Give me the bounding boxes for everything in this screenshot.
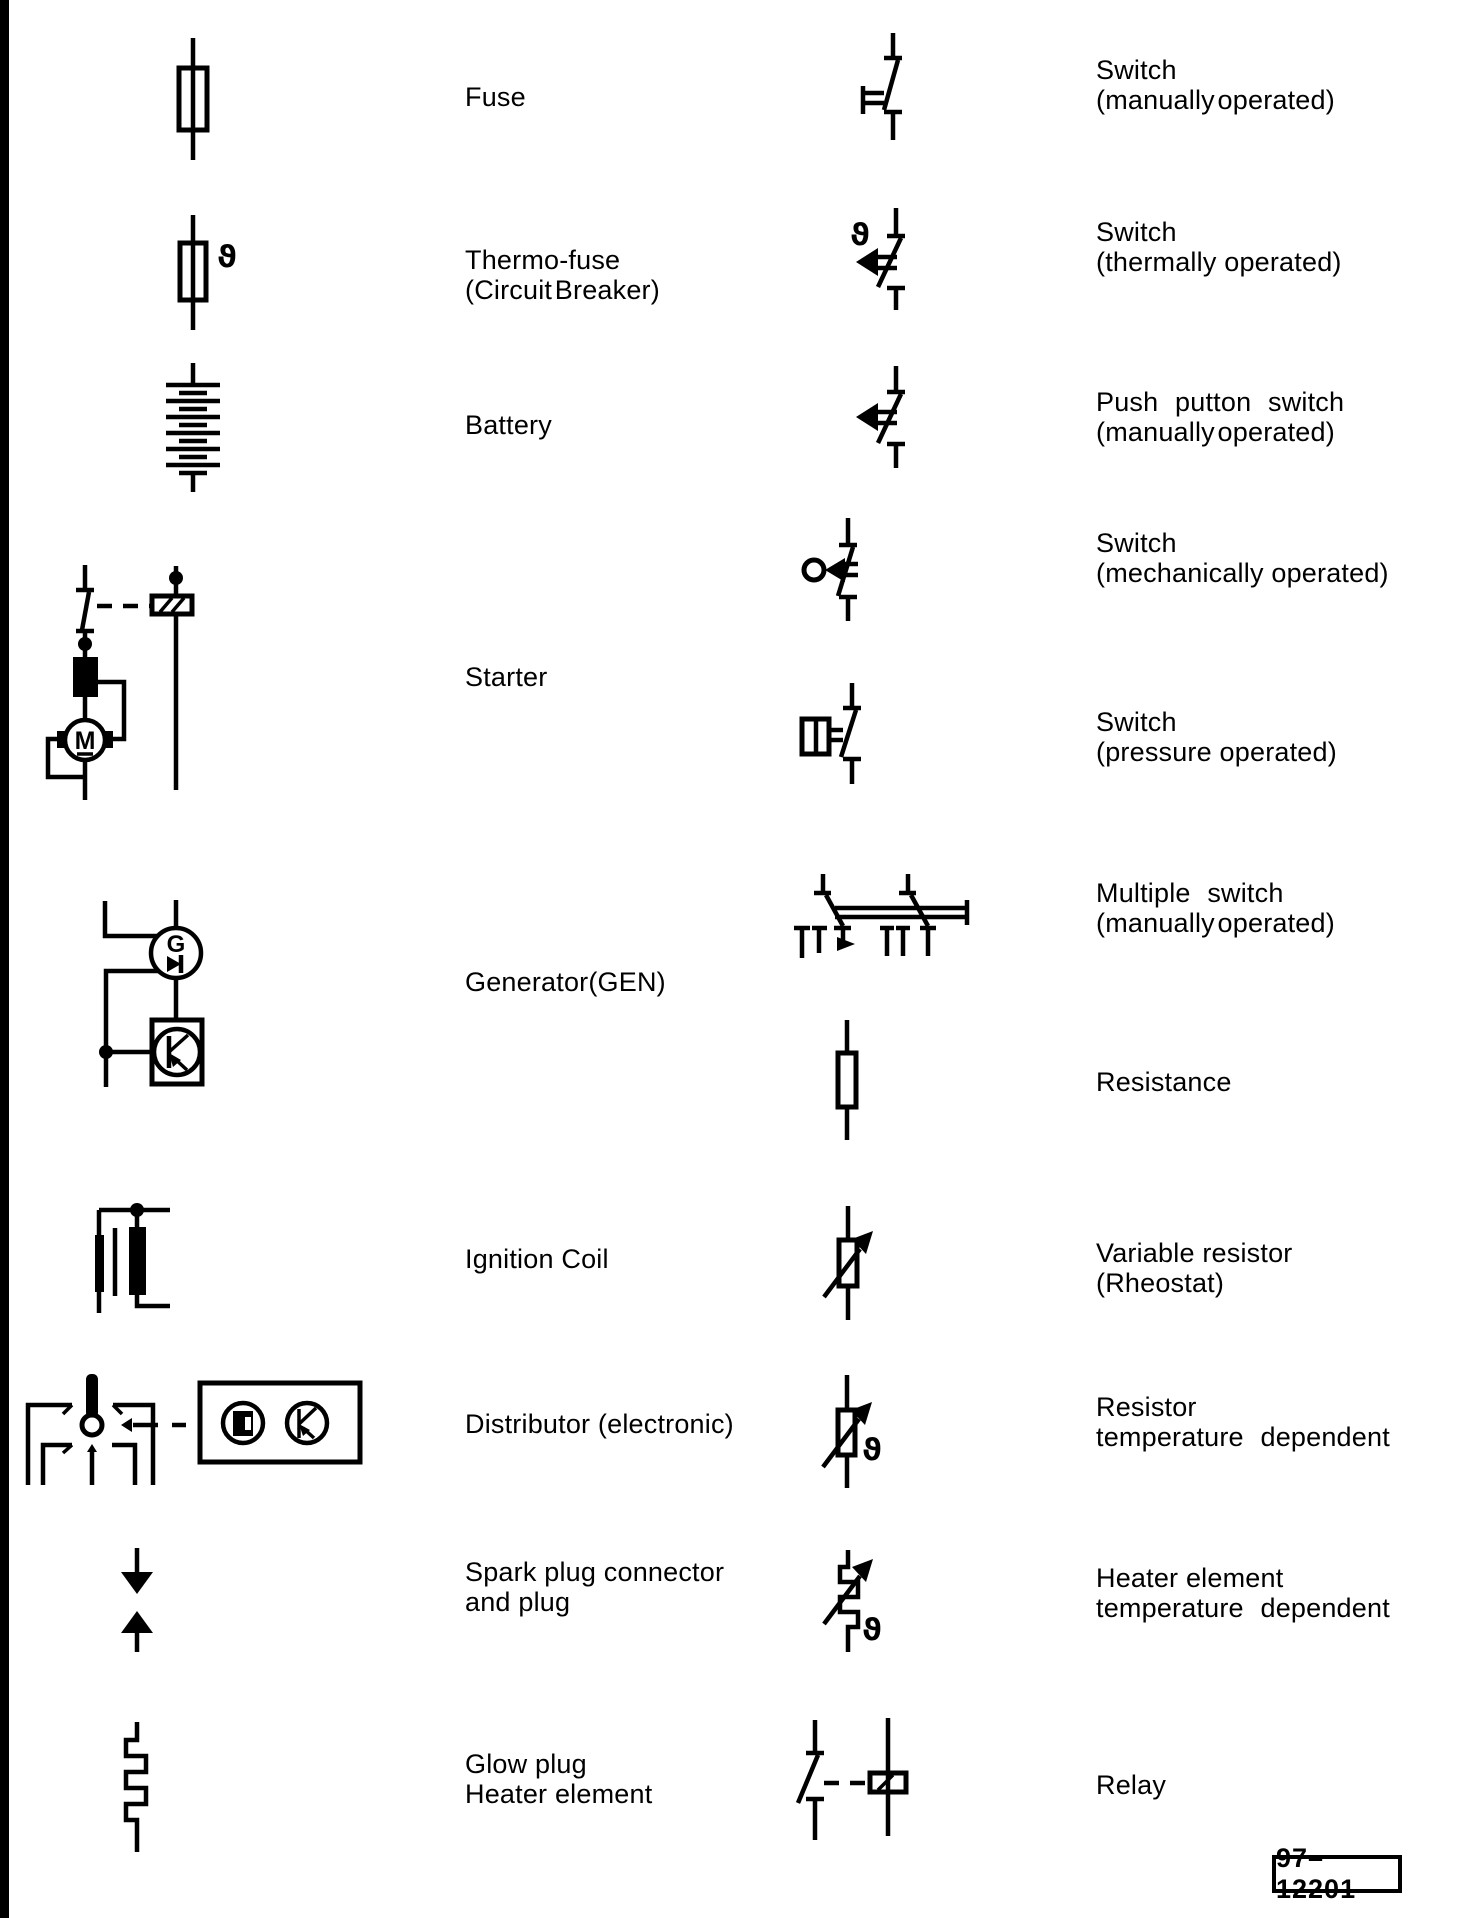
theta-glyph: ϑ — [862, 1613, 882, 1648]
label-push-button-switch: Push putton switch (manually operated) — [1096, 387, 1345, 447]
label-starter: Starter — [465, 662, 548, 692]
label-generator: Generator(GEN) — [465, 967, 666, 997]
label-relay: Relay — [1096, 1770, 1167, 1800]
label-glow-plug: Glow plug Heater element — [465, 1749, 653, 1809]
label-switch-manual: Switch (manually operated) — [1096, 55, 1335, 115]
push-button-switch-symbol — [856, 366, 905, 468]
variable-resistor-symbol — [824, 1206, 873, 1320]
label-ignition-coil: Ignition Coil — [465, 1244, 609, 1274]
generator-letter: G — [166, 931, 186, 958]
fuse-symbol — [179, 38, 207, 160]
label-thermo-fuse: Thermo-fuse (Circuit Breaker) — [465, 245, 660, 305]
battery-symbol — [166, 363, 220, 492]
switch-thermal-symbol — [850, 208, 905, 310]
label-heater-element-temp: Heater element temperature dependent — [1096, 1563, 1390, 1623]
generator-symbol — [99, 900, 202, 1087]
figure-id-text: 97–12201 — [1276, 1843, 1357, 1904]
switch-mechanical-symbol — [804, 518, 858, 621]
resistance-symbol — [838, 1020, 856, 1140]
motor-letter: M — [74, 727, 96, 755]
label-battery: Battery — [465, 410, 552, 440]
figure-id-box — [1272, 1843, 1402, 1904]
label-switch-mechanical: Switch (mechanically operated) — [1096, 528, 1389, 588]
theta-glyph: ϑ — [217, 240, 237, 275]
distributor-symbol — [28, 1374, 360, 1485]
heater-element-temp-symbol — [824, 1550, 882, 1652]
label-resistance: Resistance — [1096, 1067, 1232, 1097]
label-resistor-temp: Resistor temperature dependent — [1096, 1392, 1390, 1452]
label-switch-pressure: Switch (pressure operated) — [1096, 707, 1337, 767]
label-variable-resistor: Variable resistor (Rheostat) — [1096, 1238, 1293, 1298]
switch-pressure-symbol — [802, 683, 861, 784]
label-fuse: Fuse — [465, 82, 526, 112]
relay-symbol — [798, 1718, 906, 1840]
spark-plug-symbol — [121, 1548, 153, 1652]
switch-manual-symbol — [863, 33, 902, 140]
starter-symbol — [48, 565, 192, 800]
theta-glyph: ϑ — [862, 1433, 882, 1468]
label-multiple-switch: Multiple switch (manually operated) — [1096, 878, 1335, 938]
resistor-temp-symbol — [823, 1375, 882, 1488]
label-spark-plug: Spark plug connector and plug — [465, 1557, 725, 1617]
label-switch-thermal: Switch (thermally operated) — [1096, 217, 1342, 277]
label-distributor: Distributor (electronic) — [465, 1409, 734, 1439]
multiple-switch-symbol — [794, 874, 967, 958]
ignition-coil-symbol — [95, 1203, 170, 1313]
thermo-fuse-symbol — [180, 215, 237, 330]
glow-plug-symbol — [126, 1722, 146, 1852]
theta-glyph: ϑ — [850, 218, 870, 253]
